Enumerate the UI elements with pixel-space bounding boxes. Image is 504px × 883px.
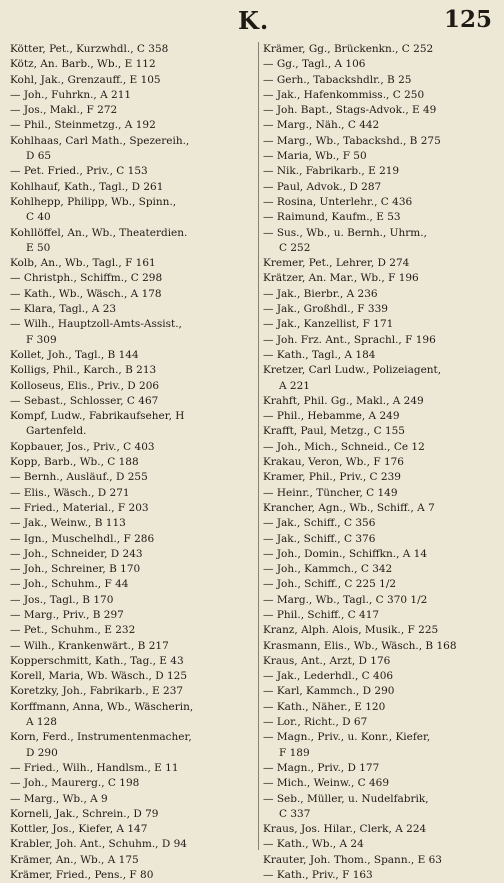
directory-entry: — Marg., Näh., C 442 xyxy=(263,119,380,132)
directory-entry: — Jak., Weinw., B 113 xyxy=(10,517,126,530)
directory-entry: — Seb., Müller, u. Nudelfabrik, xyxy=(263,792,429,805)
directory-entry: — Phil., Hebamme, A 249 xyxy=(263,410,400,423)
directory-entry: — Kath., Näher., E 120 xyxy=(263,700,386,713)
directory-entry: — Joh., Fuhrkn., A 211 xyxy=(10,88,132,101)
directory-entry: Kraus, Jos. Hilar., Clerk, A 224 xyxy=(263,823,427,836)
directory-entry: Kopperschmitt, Kath., Tag., E 43 xyxy=(10,654,184,667)
page-header xyxy=(0,6,504,36)
directory-entry: — Rosina, Unterlehr., C 436 xyxy=(263,195,413,208)
directory-entry: — Marg., Wb., A 9 xyxy=(10,792,108,805)
directory-entry: Krabler, Joh. Ant., Schuhm., D 94 xyxy=(10,838,187,851)
directory-entry: — Kath., Tagl., A 184 xyxy=(263,348,376,361)
directory-entry: Kraus, Ant., Arzt, D 176 xyxy=(263,654,391,667)
directory-entry: — Karl, Kammch., D 290 xyxy=(263,685,395,698)
directory-entry: Kohllöffel, An., Wb., Theaterdien. xyxy=(10,226,188,239)
directory-entry: — Joh., Maurerg., C 198 xyxy=(10,777,140,790)
directory-entry: Kohlhepp, Philipp, Wb., Spinn., xyxy=(10,195,177,208)
right-column xyxy=(258,42,503,882)
directory-entry: Kohlhaas, Carl Math., Spezereih., xyxy=(10,134,190,147)
directory-entry: — Magn., Priv., u. Konr., Kiefer, xyxy=(263,731,431,744)
directory-entry: — Joh., Mich., Schneid., Ce 12 xyxy=(263,440,425,453)
directory-entry: — Pet. Fried., Priv., C 153 xyxy=(10,165,148,178)
directory-entry: Krancher, Agn., Wb., Schiff., A 7 xyxy=(263,501,435,514)
directory-entry: — Jak., Lederhdl., C 406 xyxy=(263,670,394,683)
directory-entry: Kolb, An., Wb., Tagl., F 161 xyxy=(10,257,156,270)
directory-entry: Korneli, Jak., Schrein., D 79 xyxy=(10,807,159,820)
directory-entry: Kopbauer, Jos., Priv., C 403 xyxy=(10,440,155,453)
left-column xyxy=(10,42,254,882)
directory-entry: — Fried., Material., F 203 xyxy=(10,501,149,514)
directory-entry: F 309 xyxy=(26,333,57,346)
directory-entry: — Paul, Advok., D 287 xyxy=(263,180,382,193)
directory-entry: — Joh. Frz. Ant., Sprachl., F 196 xyxy=(263,333,436,346)
directory-entry: Kranz, Alph. Alois, Musik., F 225 xyxy=(263,624,439,637)
directory-entry: C 337 xyxy=(279,807,311,820)
directory-entry: — Heinr., Tüncher, C 149 xyxy=(263,486,398,499)
directory-entry: — Kath., Wb., Wäsch., A 178 xyxy=(10,287,162,300)
directory-entry: — Elis., Wäsch., D 271 xyxy=(10,486,130,499)
directory-entry: — Kath., Wb., A 24 xyxy=(263,838,364,851)
directory-entry: Krahft, Phil. Gg., Makl., A 249 xyxy=(263,394,424,407)
directory-entry: A 221 xyxy=(279,379,310,392)
directory-entry: — Gg., Tagl., A 106 xyxy=(263,58,366,71)
directory-entry: Korffmann, Anna, Wb., Wäscherin, xyxy=(10,700,194,713)
directory-entry: — Kath., Priv., F 163 xyxy=(263,869,373,882)
directory-entry: Kohlhauf, Kath., Tagl., D 261 xyxy=(10,180,164,193)
directory-entry: — Joh., Schiff., C 225 1/2 xyxy=(263,578,397,591)
directory-entry: Krafft, Paul, Metzg., C 155 xyxy=(263,425,405,438)
directory-entry: — Joh., Schreiner, B 170 xyxy=(10,563,141,576)
directory-entry: — Bernh., Ausläuf., D 255 xyxy=(10,471,148,484)
directory-entry: — Mich., Weinw., C 469 xyxy=(263,777,390,790)
directory-entry: — Jak., Kanzellist, F 171 xyxy=(263,318,394,331)
directory-entry: Kremer, Pet., Lehrer, D 274 xyxy=(263,257,410,270)
directory-entry: — Jak., Schiff., C 376 xyxy=(263,532,376,545)
directory-entry: — Joh., Domin., Schiffkn., A 14 xyxy=(263,547,428,560)
directory-entry: Koretzky, Joh., Fabrikarb., E 237 xyxy=(10,685,184,698)
directory-entry: A 128 xyxy=(26,716,57,729)
directory-entry: — Marg., Wb., Tabackshd., B 275 xyxy=(263,134,441,147)
directory-entry: Kolligs, Phil., Karch., B 213 xyxy=(10,364,157,377)
directory-entry: Kopp, Barb., Wb., C 188 xyxy=(10,456,139,469)
directory-entry: — Sebast., Schlosser, C 467 xyxy=(10,394,159,407)
directory-entry: F 189 xyxy=(279,746,310,759)
directory-entry: — Magn., Priv., D 177 xyxy=(263,761,380,774)
directory-entry: Kompf, Ludw., Fabrikaufseher, H xyxy=(10,410,185,423)
directory-entry: Kötter, Pet., Kurzwhdl., C 358 xyxy=(10,43,169,55)
directory-entry: — Jak., Hafenkommiss., C 250 xyxy=(263,88,425,101)
directory-entry: E 50 xyxy=(26,241,51,254)
directory-entry: — Phil., Steinmetzg., A 192 xyxy=(10,119,156,132)
directory-entry: Korn, Ferd., Instrumentenmacher, xyxy=(10,731,192,744)
directory-entry: Krämer, Fried., Pens., F 80 xyxy=(10,869,154,882)
directory-entry: Kötz, An. Barb., Wb., E 112 xyxy=(10,58,156,71)
directory-entry: — Nik., Fabrikarb., E 219 xyxy=(263,165,400,178)
directory-entry: D 65 xyxy=(26,150,52,163)
directory-entry: — Jak., Großhdl., F 339 xyxy=(263,303,388,316)
directory-entry: — Gerh., Tabackshdlr., B 25 xyxy=(263,73,412,86)
directory-entry: — Marg., Wb., Tagl., C 370 1/2 xyxy=(263,593,428,606)
directory-entry: Krasmann, Elis., Wb., Wäsch., B 168 xyxy=(263,639,457,652)
directory-entry: Kramer, Phil., Priv., C 239 xyxy=(263,471,401,484)
directory-entry: — Sus., Wb., u. Bernh., Uhrm., xyxy=(263,226,427,239)
directory-entry: — Marg., Priv., B 297 xyxy=(10,608,124,621)
directory-entry: — Lor., Richt., D 67 xyxy=(263,716,368,729)
directory-entry: — Jak., Bierbr., A 236 xyxy=(263,287,378,300)
directory-entry: Krakau, Veron, Wb., F 176 xyxy=(263,456,404,469)
directory-entry: — Wilh., Krankenwärt., B 217 xyxy=(10,639,169,652)
directory-entry: Kottler, Jos., Kiefer, A 147 xyxy=(10,823,148,836)
directory-entry: — Jos., Makl., F 272 xyxy=(10,104,118,117)
directory-entry: Gartenfeld. xyxy=(26,425,87,438)
directory-entry: Krätzer, An. Mar., Wb., F 196 xyxy=(263,272,419,285)
directory-entry: — Jak., Schiff., C 356 xyxy=(263,517,376,530)
directory-entry: Korell, Maria, Wb. Wäsch., D 125 xyxy=(10,670,188,683)
directory-entry: — Maria, Wb., F 50 xyxy=(263,150,367,163)
directory-entry: Kolloseus, Elis., Priv., D 206 xyxy=(10,379,160,392)
page-number: 125 xyxy=(443,6,492,33)
directory-entry: Krämer, Gg., Brückenkn., C 252 xyxy=(263,43,434,55)
directory-entry: — Ign., Muschelhdl., F 286 xyxy=(10,532,155,545)
directory-entry: Kretzer, Carl Ludw., Polizeiagent, xyxy=(263,364,442,377)
directory-entry: Krämer, An., Wb., A 175 xyxy=(10,853,139,866)
directory-entry: — Klara, Tagl., A 23 xyxy=(10,303,117,316)
directory-entry: C 252 xyxy=(279,241,311,254)
directory-entry: — Jos., Tagl., B 170 xyxy=(10,593,114,606)
directory-entry: — Fried., Wilh., Handlsm., E 11 xyxy=(10,761,179,774)
directory-entry: — Joh., Kammch., C 342 xyxy=(263,563,393,576)
section-letter: K. xyxy=(238,6,270,35)
directory-entry: — Christph., Schiffm., C 298 xyxy=(10,272,163,285)
directory-entry: Kollet, Joh., Tagl., B 144 xyxy=(10,348,139,361)
directory-entry: — Raimund, Kaufm., E 53 xyxy=(263,211,401,224)
directory-entry: — Joh., Schneider, D 243 xyxy=(10,547,143,560)
directory-entry: — Phil., Schiff., C 417 xyxy=(263,608,380,621)
directory-entry: Kohl, Jak., Grenzauff., E 105 xyxy=(10,73,161,86)
directory-entry: — Pet., Schuhm., E 232 xyxy=(10,624,136,637)
directory-entry: D 290 xyxy=(26,746,58,759)
directory-entry: C 40 xyxy=(26,211,51,224)
directory-entry: — Joh. Bapt., Stags-Advok., E 49 xyxy=(263,104,437,117)
directory-entry: — Wilh., Hauptzoll-Amts-Assist., xyxy=(10,318,182,331)
directory-entry: Krauter, Joh. Thom., Spann., E 63 xyxy=(263,853,442,866)
directory-entry: — Joh., Schuhm., F 44 xyxy=(10,578,129,591)
